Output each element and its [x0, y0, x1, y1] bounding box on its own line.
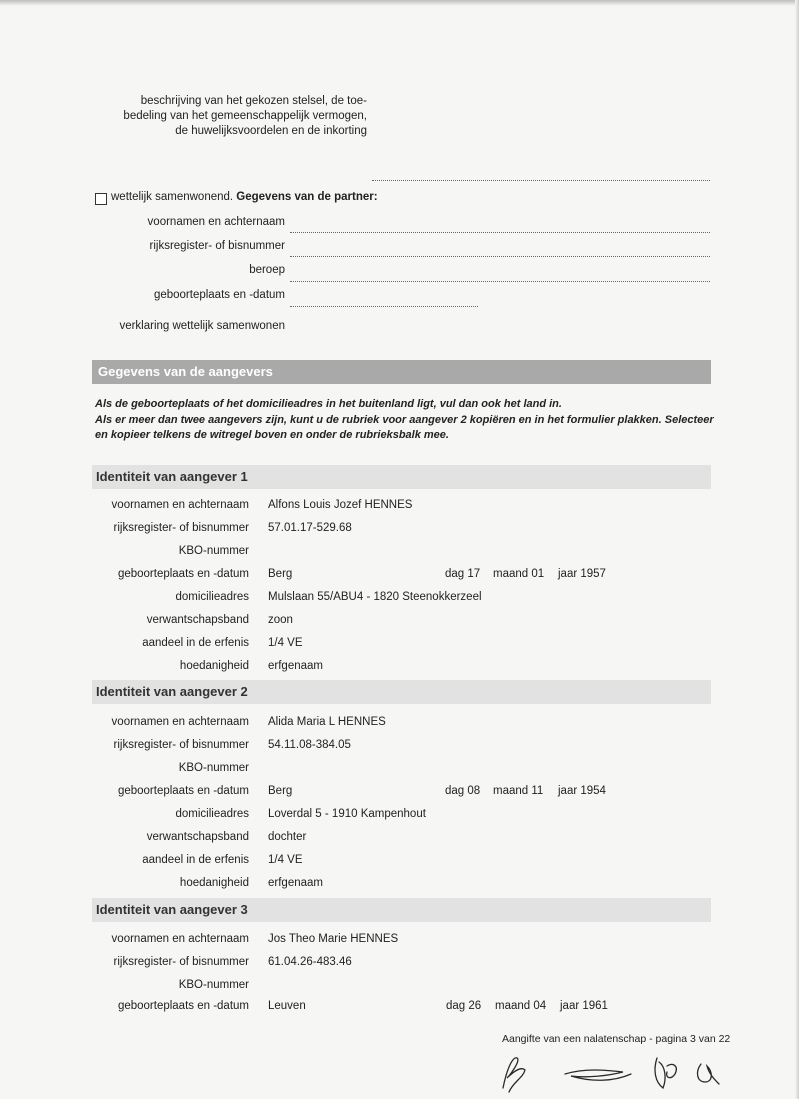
cohabitant-checkbox[interactable]: [95, 193, 107, 205]
signature-2: [565, 1070, 631, 1080]
partner-name-label: voornamen en achternaam: [147, 216, 285, 228]
d2-address-label: domicilieadres: [175, 808, 249, 820]
d2-birth-year: jaar 1954: [558, 785, 606, 797]
d1-relation-label: verwantschapsband: [146, 614, 249, 626]
declarant-3-header: Identiteit van aangever 3: [92, 898, 711, 922]
partner-rrn-field[interactable]: [290, 256, 710, 257]
d1-birth-year: jaar 1957: [558, 568, 606, 580]
d2-capacity-value: erfgenaam: [268, 877, 323, 889]
d3-kbo-label: KBO-nummer: [178, 979, 249, 991]
d1-rrn-value: 57.01.17-529.68: [268, 522, 352, 534]
signatures-drawing: [495, 1048, 735, 1096]
d3-birth-day: dag 26: [446, 1000, 482, 1012]
regime-desc-line-1: beschrijving van het gekozen stelsel, de toe-: [140, 95, 367, 107]
d3-name-label: voornamen en achternaam: [111, 933, 249, 945]
d1-relation-value: zoon: [268, 614, 293, 626]
partner-job-label: beroep: [249, 264, 285, 276]
instruction-line-3: en kopieer telkens de witregel boven en onder de rubrieksbalk mee.: [95, 429, 449, 441]
d1-address-value: Mulslaan 55/ABU4 - 1820 Steenokkerzeel: [268, 591, 482, 603]
d2-relation-value: dochter: [268, 831, 307, 843]
d1-address-label: domicilieadres: [175, 591, 249, 603]
d3-name-value: Jos Theo Marie HENNES: [268, 933, 399, 945]
cohabitant-label-bold: Gegevens van de partner:: [236, 191, 378, 203]
d2-rrn-label: rijksregister- of bisnummer: [113, 739, 249, 751]
d3-birth-year: jaar 1961: [560, 1000, 608, 1012]
instruction-line-2: Als er meer dan twee aangevers zijn, kunt u de rubriek voor aangever 2 kopiëren en in het formulier plakken. Selecteer: [95, 414, 714, 426]
declarant-2-header: Identiteit van aangever 2: [92, 680, 711, 704]
signature-3: [655, 1058, 676, 1088]
d3-rrn-label: rijksregister- of bisnummer: [113, 956, 249, 968]
d1-capacity-value: erfgenaam: [268, 660, 323, 672]
d2-capacity-label: hoedanigheid: [179, 877, 249, 889]
partner-job-field[interactable]: [290, 281, 710, 282]
regime-desc-line-3: de huwelijksvoordelen en de inkorting: [175, 125, 367, 137]
d2-kbo-label: KBO-nummer: [178, 762, 249, 774]
regime-desc-line: [372, 180, 710, 181]
section-title-declarants: Gegevens van de aangevers: [92, 360, 711, 384]
d2-birth-label: geboorteplaats en -datum: [117, 785, 249, 797]
d2-name-value: Alida Maria L HENNES: [268, 716, 386, 728]
d1-name-value: Alfons Louis Jozef HENNES: [268, 499, 413, 511]
d3-birth-place: Leuven: [268, 1000, 306, 1012]
cohabitant-label: [111, 190, 378, 204]
regime-desc-line-2: bedeling van het gemeenschappelijk vermogen,: [123, 110, 367, 122]
d2-name-label: voornamen en achternaam: [111, 716, 249, 728]
d3-birth-label: geboorteplaats en -datum: [117, 1000, 249, 1012]
d2-birth-place: Berg: [268, 785, 293, 797]
d3-rrn-value: 61.04.26-483.46: [268, 956, 352, 968]
d1-birth-label: geboorteplaats en -datum: [117, 568, 249, 580]
d2-birth-day: dag 08: [445, 785, 481, 797]
scan-edge-top: [0, 0, 799, 6]
partner-birth-field[interactable]: [290, 306, 478, 307]
d1-share-label: aandeel in de erfenis: [142, 637, 249, 649]
d1-name-label: voornamen en achternaam: [111, 499, 249, 511]
d3-birth-month: maand 04: [495, 1000, 547, 1012]
signature-4: [698, 1064, 719, 1084]
partner-decl-label: verklaring wettelijk samenwonen: [119, 320, 285, 332]
cohabitant-label-text: wettelijk samenwonend.: [111, 191, 234, 203]
d2-relation-label: verwantschapsband: [146, 831, 249, 843]
d2-birth-month: maand 11: [493, 785, 544, 797]
d1-rrn-label: rijksregister- of bisnummer: [113, 522, 249, 534]
d1-birth-month: maand 01: [493, 568, 545, 580]
instruction-line-1: Als de geboorteplaats of het domicilieadres in het buitenland ligt, vul dan ook het land in.: [95, 398, 562, 410]
d1-birth-place: Berg: [268, 568, 293, 580]
d2-share-value: 1/4 VE: [268, 854, 303, 866]
d2-rrn-value: 54.11.08-384.05: [268, 739, 351, 751]
partner-birth-label: geboorteplaats en -datum: [153, 289, 285, 301]
page-footer: Aangifte van een nalatenschap - pagina 3 van 22: [502, 1033, 731, 1045]
scan-edge-right: [795, 0, 799, 1099]
d1-capacity-label: hoedanigheid: [179, 660, 249, 672]
declarant-1-header: Identiteit van aangever 1: [92, 465, 711, 489]
partner-rrn-label: rijksregister- of bisnummer: [149, 240, 285, 252]
signature-1: [503, 1058, 525, 1092]
d2-share-label: aandeel in de erfenis: [142, 854, 249, 866]
d2-address-value: Loverdal 5 - 1910 Kampenhout: [268, 808, 426, 820]
partner-name-field[interactable]: [290, 232, 710, 233]
d1-kbo-label: KBO-nummer: [178, 545, 249, 557]
d1-share-value: 1/4 VE: [268, 637, 303, 649]
d1-birth-day: dag 17: [445, 568, 481, 580]
